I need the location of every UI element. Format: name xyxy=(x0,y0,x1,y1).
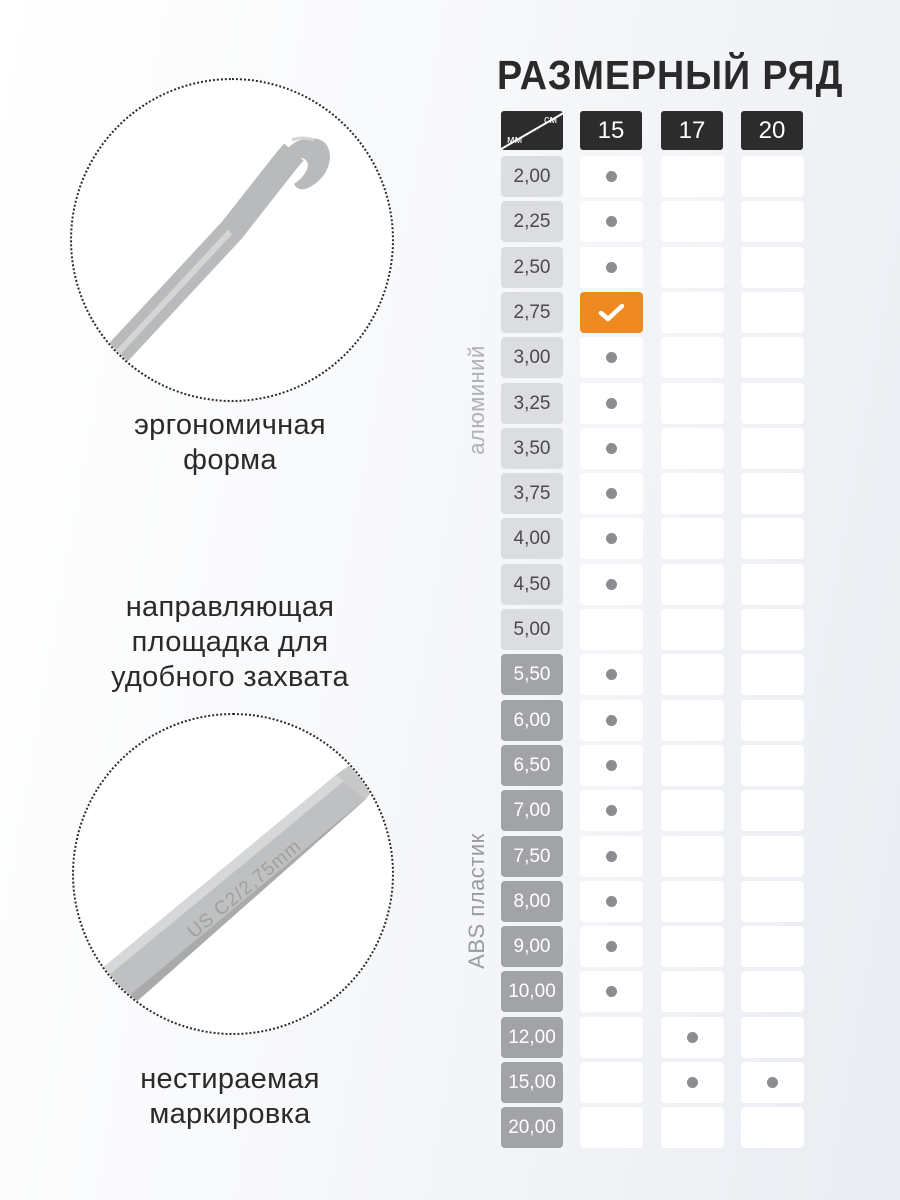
table-row xyxy=(0,745,900,786)
table-row xyxy=(0,428,900,469)
hook-size-cell: 3,75 xyxy=(501,473,563,514)
availability-cell xyxy=(580,745,643,786)
available-dot-icon xyxy=(606,896,617,907)
hook-size-cell: 2,25 xyxy=(501,201,563,242)
availability-cell xyxy=(580,700,643,741)
availability-cell xyxy=(741,518,804,559)
material-label-aluminum: алюминий xyxy=(464,345,489,455)
available-dot-icon xyxy=(606,262,617,273)
availability-cell xyxy=(661,292,724,333)
unit-header xyxy=(501,111,563,150)
length-header-17: 17 xyxy=(661,111,723,150)
availability-cell xyxy=(661,383,724,424)
hook-size-cell: 6,00 xyxy=(501,700,563,741)
table-row xyxy=(0,790,900,831)
table-row xyxy=(0,564,900,605)
hook-size-cell: 2,00 xyxy=(501,156,563,197)
availability-cell xyxy=(580,1107,643,1148)
availability-cell xyxy=(741,700,804,741)
available-dot-icon xyxy=(606,851,617,862)
availability-cell xyxy=(661,881,724,922)
available-dot-icon xyxy=(606,443,617,454)
availability-cell xyxy=(661,564,724,605)
feature-ergonomic-shape: эргономичная форма xyxy=(134,409,326,476)
availability-cell xyxy=(661,745,724,786)
hook-size-cell: 3,25 xyxy=(501,383,563,424)
available-dot-icon xyxy=(687,1032,698,1043)
availability-cell xyxy=(661,473,724,514)
availability-cell xyxy=(741,292,804,333)
availability-cell xyxy=(741,1107,804,1148)
table-row xyxy=(0,156,900,197)
availability-cell xyxy=(741,609,804,650)
table-row xyxy=(0,971,900,1012)
table-row xyxy=(0,201,900,242)
availability-cell xyxy=(741,926,804,967)
available-dot-icon xyxy=(687,1077,698,1088)
availability-cell xyxy=(580,790,643,831)
availability-cell xyxy=(580,292,643,333)
availability-cell xyxy=(741,790,804,831)
available-dot-icon xyxy=(606,805,617,816)
hook-size-cell: 4,00 xyxy=(501,518,563,559)
availability-cell xyxy=(661,609,724,650)
availability-cell xyxy=(661,1062,724,1103)
hook-size-cell: 3,00 xyxy=(501,337,563,378)
availability-cell xyxy=(661,518,724,559)
feature-guide-platform: направляющая площадка для удобного захвата xyxy=(111,591,349,693)
hook-size-cell: 2,50 xyxy=(501,247,563,288)
availability-cell xyxy=(580,337,643,378)
available-dot-icon xyxy=(606,352,617,363)
availability-cell xyxy=(580,654,643,695)
hook-size-cell: 10,00 xyxy=(501,971,563,1012)
availability-cell xyxy=(661,700,724,741)
available-dot-icon xyxy=(606,715,617,726)
available-dot-icon xyxy=(606,986,617,997)
availability-cell xyxy=(580,428,643,469)
hook-size-cell: 3,50 xyxy=(501,428,563,469)
availability-cell xyxy=(580,1062,643,1103)
availability-cell xyxy=(580,971,643,1012)
availability-cell xyxy=(661,971,724,1012)
length-header-15: 15 xyxy=(580,111,642,150)
checkmark-icon xyxy=(598,302,625,323)
available-dot-icon xyxy=(606,216,617,227)
table-row xyxy=(0,654,900,695)
hook-size-cell: 7,00 xyxy=(501,790,563,831)
availability-cell xyxy=(580,836,643,877)
table-row xyxy=(0,383,900,424)
hook-size-cell: 5,00 xyxy=(501,609,563,650)
availability-cell xyxy=(580,156,643,197)
hook-size-cell: 2,75 xyxy=(501,292,563,333)
availability-cell xyxy=(661,201,724,242)
table-row xyxy=(0,836,900,877)
hook-size-cell: 9,00 xyxy=(501,926,563,967)
available-dot-icon xyxy=(606,488,617,499)
availability-cell xyxy=(741,971,804,1012)
hook-marking-text: US C2/2,75mm xyxy=(183,835,306,943)
availability-cell xyxy=(580,1017,643,1058)
availability-cell xyxy=(661,790,724,831)
table-row xyxy=(0,1062,900,1103)
availability-cell xyxy=(580,609,643,650)
feature-indelible-marking: нестираемая маркировка xyxy=(140,1063,320,1130)
availability-cell xyxy=(661,1017,724,1058)
availability-cell xyxy=(580,926,643,967)
availability-cell xyxy=(580,383,643,424)
available-dot-icon xyxy=(606,398,617,409)
available-dot-icon xyxy=(606,533,617,544)
hook-size-cell: 4,50 xyxy=(501,564,563,605)
availability-cell xyxy=(580,247,643,288)
availability-cell xyxy=(661,926,724,967)
availability-cell xyxy=(741,881,804,922)
unit-mm-label: мм xyxy=(507,134,523,146)
availability-cell xyxy=(580,564,643,605)
table-row xyxy=(0,1017,900,1058)
availability-cell xyxy=(661,654,724,695)
hook-size-cell: 12,00 xyxy=(501,1017,563,1058)
hook-size-cell: 20,00 xyxy=(501,1107,563,1148)
availability-cell xyxy=(661,1107,724,1148)
hook-size-cell: 6,50 xyxy=(501,745,563,786)
availability-cell xyxy=(741,201,804,242)
table-row xyxy=(0,292,900,333)
table-row xyxy=(0,337,900,378)
availability-cell xyxy=(741,428,804,469)
availability-cell xyxy=(661,247,724,288)
availability-cell xyxy=(741,654,804,695)
availability-cell xyxy=(661,836,724,877)
hook-size-cell: 8,00 xyxy=(501,881,563,922)
availability-cell xyxy=(580,881,643,922)
available-dot-icon xyxy=(606,941,617,952)
availability-cell xyxy=(741,1017,804,1058)
hook-size-cell: 7,50 xyxy=(501,836,563,877)
hook-size-cell: 15,00 xyxy=(501,1062,563,1103)
availability-cell xyxy=(741,337,804,378)
table-row xyxy=(0,518,900,559)
table-row xyxy=(0,881,900,922)
availability-cell xyxy=(741,745,804,786)
availability-cell xyxy=(580,201,643,242)
availability-cell xyxy=(741,836,804,877)
unit-cm-label: см xyxy=(543,114,557,126)
availability-cell xyxy=(580,518,643,559)
table-row xyxy=(0,700,900,741)
table-row xyxy=(0,473,900,514)
availability-cell xyxy=(661,337,724,378)
availability-cell xyxy=(741,247,804,288)
table-row xyxy=(0,247,900,288)
table-row xyxy=(0,609,900,650)
availability-cell xyxy=(741,564,804,605)
available-dot-icon xyxy=(606,171,617,182)
available-dot-icon xyxy=(767,1077,778,1088)
availability-cell xyxy=(741,473,804,514)
table-row xyxy=(0,926,900,967)
availability-cell xyxy=(741,156,804,197)
size-chart-title: РАЗМЕРНЫЙ РЯД xyxy=(497,52,844,98)
availability-cell xyxy=(741,1062,804,1103)
length-header-20: 20 xyxy=(741,111,803,150)
hook-size-cell: 5,50 xyxy=(501,654,563,695)
available-dot-icon xyxy=(606,669,617,680)
material-label-abs: ABS пластик xyxy=(464,833,489,969)
availability-cell xyxy=(580,473,643,514)
available-dot-icon xyxy=(606,760,617,771)
availability-cell xyxy=(741,383,804,424)
table-row xyxy=(0,1107,900,1148)
availability-cell xyxy=(661,428,724,469)
availability-cell xyxy=(661,156,724,197)
available-dot-icon xyxy=(606,579,617,590)
